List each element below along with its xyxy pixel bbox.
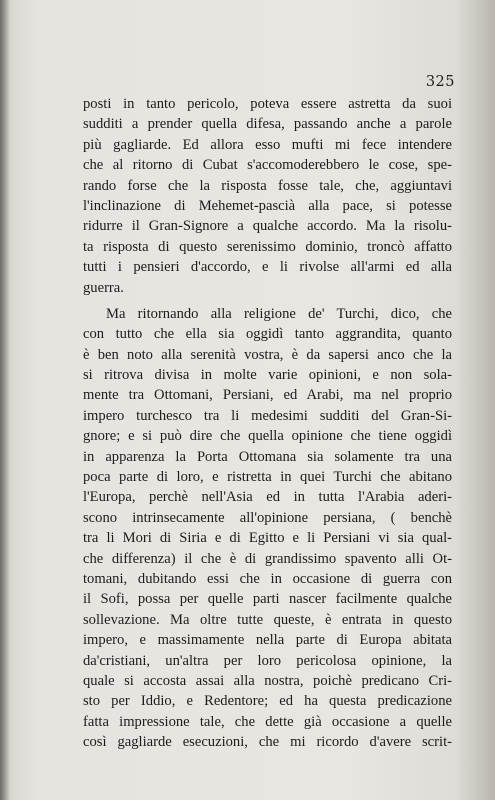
- text-line: sudditi a prender quella difesa, passando anche a parole: [83, 116, 452, 133]
- text-line: l'inclinazione di Mehemet-pascià alla pace, si potesse: [83, 197, 452, 214]
- text-line: tomani, dubitando essi che in occasione di guerra con: [83, 570, 452, 587]
- text-line: rando forse che la risposta fosse tale, che, aggiuntavi: [83, 177, 452, 194]
- text-line: mente tra Ottomani, Persiani, ed Arabi, ma nel proprio: [83, 387, 452, 404]
- text-line: ridurre il Gran-Signore a qualche accordo. Ma la risolu-: [83, 218, 452, 235]
- text-line: così gagliarde esecuzioni, che mi ricordo d'avere scrit-: [83, 734, 452, 751]
- text-line: quale si accosta assai alla nostra, poichè predicano Cri-: [83, 672, 452, 689]
- text-line: gnore; e si può dire che quella opinione che tiene oggidì: [83, 428, 452, 445]
- text-line: tra li Mori di Siria e di Egitto e li Persiani vi sia qual-: [83, 530, 452, 547]
- text-line: impero, e massimamente nella parte di Europa abitata: [83, 632, 452, 649]
- text-line: impero turchesco tra li medesimi sudditi del Gran-Si-: [83, 407, 452, 424]
- text-line: ta risposta di questo serenissimo dominio, troncò affatto: [83, 238, 452, 255]
- text-line: che differenza) il che è di grandissimo spavento alli Ot-: [83, 550, 452, 567]
- text-line: è ben noto alla serenità vostra, è da sapersi anco che la: [83, 346, 452, 363]
- text-line: posti in tanto pericolo, poteva essere astretta da suoi: [83, 96, 452, 112]
- text-line: guerra.: [83, 279, 124, 296]
- text-line: si ritrova divisa in molte varie opinioni, e non sola-: [83, 367, 452, 384]
- text-line: scono intrinsecamente all'opinione persiana, ( benchè: [83, 509, 452, 526]
- text-line: da'cristiani, un'altra per loro pericolosa opinione, la: [83, 652, 452, 669]
- text-line: con tutto che ella sia oggidì tanto aggrandita, quanto: [83, 326, 452, 343]
- text-line: sto per Iddio, e Redentore; ed ha questa predicazione: [83, 693, 452, 710]
- text-line: poca parte di loro, e ristretta in quei Turchi che abitano: [83, 469, 452, 486]
- page-number: 325: [425, 74, 455, 90]
- body-text: [0, 94, 495, 753]
- text-line: in apparenza la Porta Ottomana sia solamente tra una: [83, 448, 452, 465]
- text-line: che al ritorno di Cubat s'accomoderebbero le cose, spe-: [83, 157, 452, 174]
- text-line: fatta impressione tale, che dette già occasione a quelle: [83, 713, 452, 730]
- text-line: l'Europa, perchè nell'Asia ed in tutta l'Arabia aderi-: [83, 489, 452, 506]
- text-line: più gagliarde. Ed allora esso mufti mi fece intendere: [83, 136, 452, 153]
- text-line: il Sofi, possa per quelle parti nascer facilmente qualche: [83, 591, 452, 608]
- text-line: Ma ritornando alla religione de' Turchi, dico, che: [106, 305, 452, 322]
- text-line: sollevazione. Ma oltre tutte queste, è entrata in questo: [83, 611, 452, 628]
- text-line: tutti i pensieri d'accordo, e li rivolse all'armi ed alla: [83, 259, 452, 276]
